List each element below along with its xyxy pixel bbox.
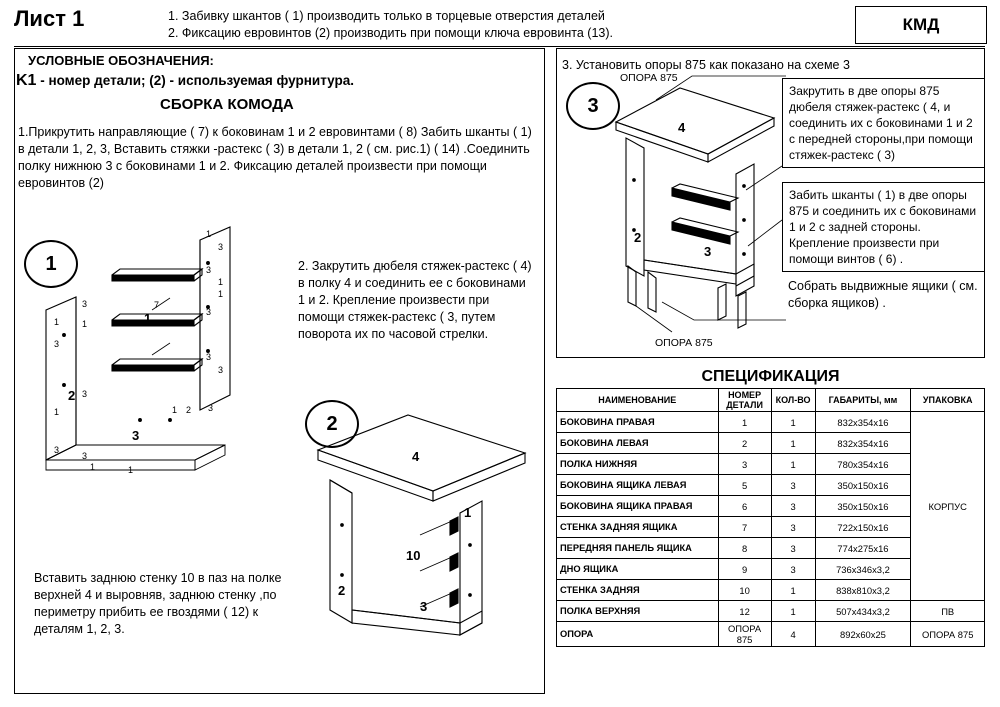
cell-name: ПОЛКА НИЖНЯЯ: [557, 454, 719, 475]
cell-dim: 832х354х16: [815, 433, 911, 454]
step-marker-3: 3: [566, 82, 620, 130]
cell-name: БОКОВИНА ЯЩИКА ЛЕВАЯ: [557, 475, 719, 496]
callout-1: Закрутить в две опоры 875 дюбеля стяжек-растекс ( 4, и соединить их с боковинами 1 и 2 с передней стороны,при помощи стяжек-растекс ( 3): [782, 78, 985, 168]
svg-text:1: 1: [82, 319, 88, 329]
cell-pack-korpus: КОРПУС: [911, 412, 985, 601]
legend-line: [16, 72, 354, 90]
cell-name: СТЕНКА ЗАДНЯЯ: [557, 580, 719, 601]
header-divider: [14, 46, 985, 47]
cell-dim: 832х354х16: [815, 412, 911, 433]
cell-num: 12: [718, 601, 771, 622]
svg-text:1: 1: [54, 407, 60, 417]
spec-title: СПЕЦИФИКАЦИЯ: [701, 368, 840, 385]
cell-pack-pv: ПВ: [911, 601, 985, 622]
cell-dim: 774х275х16: [815, 538, 911, 559]
svg-text:1: 1: [54, 317, 60, 327]
svg-text:3: 3: [54, 339, 60, 349]
step-marker-1: 1: [24, 240, 78, 288]
cell-qty: 1: [771, 601, 815, 622]
figure-1-drawing: [20, 215, 300, 505]
table-row: [557, 601, 985, 622]
assembly-step-1: 1.Прикрутить направляющие ( 7) к боковинам 1 и 2 евровинтами ( 8) Забить шканты ( 1) в детали 1, 2, 3, Вставить стяжки -растекс ( 3) в детали 1, 2 ( см. рис.1) ( 14) .Соединить полку нижнюю 3 с боковинами 1 и 2. Фиксацию деталей произвести при помощи евровинтов (2): [18, 125, 532, 190]
cell-num: 5: [718, 475, 771, 496]
svg-text:3: 3: [82, 389, 88, 399]
svg-text:2: 2: [68, 388, 76, 403]
svg-text:3: 3: [54, 445, 60, 455]
assembly-step-back: Вставить заднюю стенку 10 в паз на полке верхней 4 и выровняв, заднюю стенку ,по периметру прибить ее гвоздями ( 12) к деталям 1, 2, 3.: [34, 571, 282, 636]
header-note-1: 1. Забивку шкантов ( 1) производить только в торцевые отверстия деталей: [168, 9, 605, 23]
header-notes: [168, 8, 613, 42]
cell-name: ОПОРА: [557, 622, 719, 647]
kmd-box: [855, 6, 987, 44]
svg-text:1: 1: [172, 405, 178, 415]
svg-text:3: 3: [82, 451, 88, 461]
cell-num: 6: [718, 496, 771, 517]
cell-name: ДНО ЯЩИКА: [557, 559, 719, 580]
col-num-line1: НОМЕР: [728, 390, 762, 400]
cell-pack-opora: ОПОРА 875: [911, 622, 985, 647]
cell-dim: 507х434х3,2: [815, 601, 911, 622]
figure-3-drawing: [596, 70, 796, 350]
table-row: [557, 622, 985, 647]
cell-qty: 1: [771, 433, 815, 454]
svg-text:3: 3: [206, 352, 212, 362]
cell-dim: 780х354х16: [815, 454, 911, 475]
col-name: НАИМЕНОВАНИЕ: [557, 389, 719, 412]
svg-text:2: 2: [186, 405, 192, 415]
cell-num: 2: [718, 433, 771, 454]
legend-title: УСЛОВНЫЕ ОБОЗНАЧЕНИЯ:: [28, 53, 214, 68]
assembly-step-2: 2. Закрутить дюбеля стяжек-растекс ( 4) в полку 4 и соединить ее с боковинами 1 и 2. Крепление произвести при помощи стяжек-растекс ( 3, путем поворота их по часовой стрелки.: [298, 259, 532, 341]
cell-dim: 350х150х16: [815, 475, 911, 496]
col-qty: КОЛ-ВО: [771, 389, 815, 412]
cell-qty: 3: [771, 538, 815, 559]
cell-name: ПОЛКА ВЕРХНЯЯ: [557, 601, 719, 622]
cell-qty: 1: [771, 580, 815, 601]
figure-2-drawing: [300, 405, 535, 650]
assembly-step-3: 3. Установить опоры 875 как показано на схеме 3: [562, 58, 850, 72]
svg-text:3: 3: [206, 265, 212, 275]
svg-text:3: 3: [218, 242, 224, 252]
cell-name: БОКОВИНА ЯЩИКА ПРАВАЯ: [557, 496, 719, 517]
svg-text:1: 1: [144, 311, 152, 326]
svg-text:2: 2: [338, 583, 346, 598]
svg-text:3: 3: [82, 299, 88, 309]
svg-text:3: 3: [218, 365, 224, 375]
col-pack: УПАКОВКА: [911, 389, 985, 412]
svg-text:1: 1: [206, 229, 212, 239]
callout-3: Собрать выдвижные ящики ( см. сборка ящиков) .: [788, 279, 978, 310]
cell-qty: 3: [771, 475, 815, 496]
cell-qty: 4: [771, 622, 815, 647]
cell-dim: 722х150х16: [815, 517, 911, 538]
cell-num: 3: [718, 454, 771, 475]
col-num: [718, 389, 771, 412]
svg-text:7: 7: [154, 300, 160, 310]
svg-text:1: 1: [128, 465, 134, 475]
cell-num: 9: [718, 559, 771, 580]
cell-dim: 892х60х25: [815, 622, 911, 647]
col-dim: ГАБАРИТЫ, мм: [815, 389, 911, 412]
svg-text:2: 2: [634, 230, 642, 245]
cell-num: 8: [718, 538, 771, 559]
cell-name: БОКОВИНА ЛЕВАЯ: [557, 433, 719, 454]
step-marker-2: 2: [305, 400, 359, 448]
cell-qty: 3: [771, 559, 815, 580]
specification-table: [556, 388, 985, 647]
cell-qty: 3: [771, 517, 815, 538]
col-num-line2: ДЕТАЛИ: [726, 400, 763, 410]
cell-qty: 1: [771, 412, 815, 433]
cell-dim: 736х346х3,2: [815, 559, 911, 580]
cell-num: 7: [718, 517, 771, 538]
header-note-2: 2. Фиксацию евровинтов (2) производить при помощи ключа евровинта (13).: [168, 26, 614, 40]
table-header-row: [557, 389, 985, 412]
assembly-title: СБОРКА КОМОДА: [160, 96, 294, 113]
callout-2: Забить шканты ( 1) в две опоры 875 и соединить их с боковинами 1 и 2 с задней стороны. Крепление произвести при помощи винтов ( 6) .: [782, 182, 985, 272]
svg-text:4: 4: [412, 449, 420, 464]
page-title: Лист 1: [14, 6, 85, 31]
svg-text:3: 3: [420, 599, 428, 614]
cell-dim: 350х150х16: [815, 496, 911, 517]
cell-name: ПЕРЕДНЯЯ ПАНЕЛЬ ЯЩИКА: [557, 538, 719, 559]
opora-label-top: ОПОРА 875: [620, 72, 678, 84]
table-row: [557, 412, 985, 433]
cell-num: 1: [718, 412, 771, 433]
svg-text:3: 3: [132, 428, 140, 443]
kmd-label: КМД: [902, 15, 940, 34]
svg-text:3: 3: [704, 244, 712, 259]
legend-k1: K1: [16, 72, 37, 89]
cell-name: СТЕНКА ЗАДНЯЯ ЯЩИКА: [557, 517, 719, 538]
svg-text:10: 10: [406, 548, 421, 563]
svg-text:3: 3: [208, 403, 214, 413]
cell-qty: 1: [771, 454, 815, 475]
cell-qty: 3: [771, 496, 815, 517]
svg-text:1: 1: [464, 505, 472, 520]
opora-label-bottom: ОПОРА 875: [655, 337, 713, 349]
cell-num: 10: [718, 580, 771, 601]
svg-text:1: 1: [218, 289, 224, 299]
cell-num: ОПОРА 875: [718, 622, 771, 647]
svg-text:4: 4: [678, 120, 686, 135]
svg-text:3: 3: [206, 307, 212, 317]
cell-name: БОКОВИНА ПРАВАЯ: [557, 412, 719, 433]
legend-rest: - номер детали; (2) - используемая фурнитура.: [36, 73, 354, 88]
cell-dim: 838х810х3,2: [815, 580, 911, 601]
svg-text:1: 1: [90, 462, 96, 472]
svg-text:1: 1: [218, 277, 224, 287]
